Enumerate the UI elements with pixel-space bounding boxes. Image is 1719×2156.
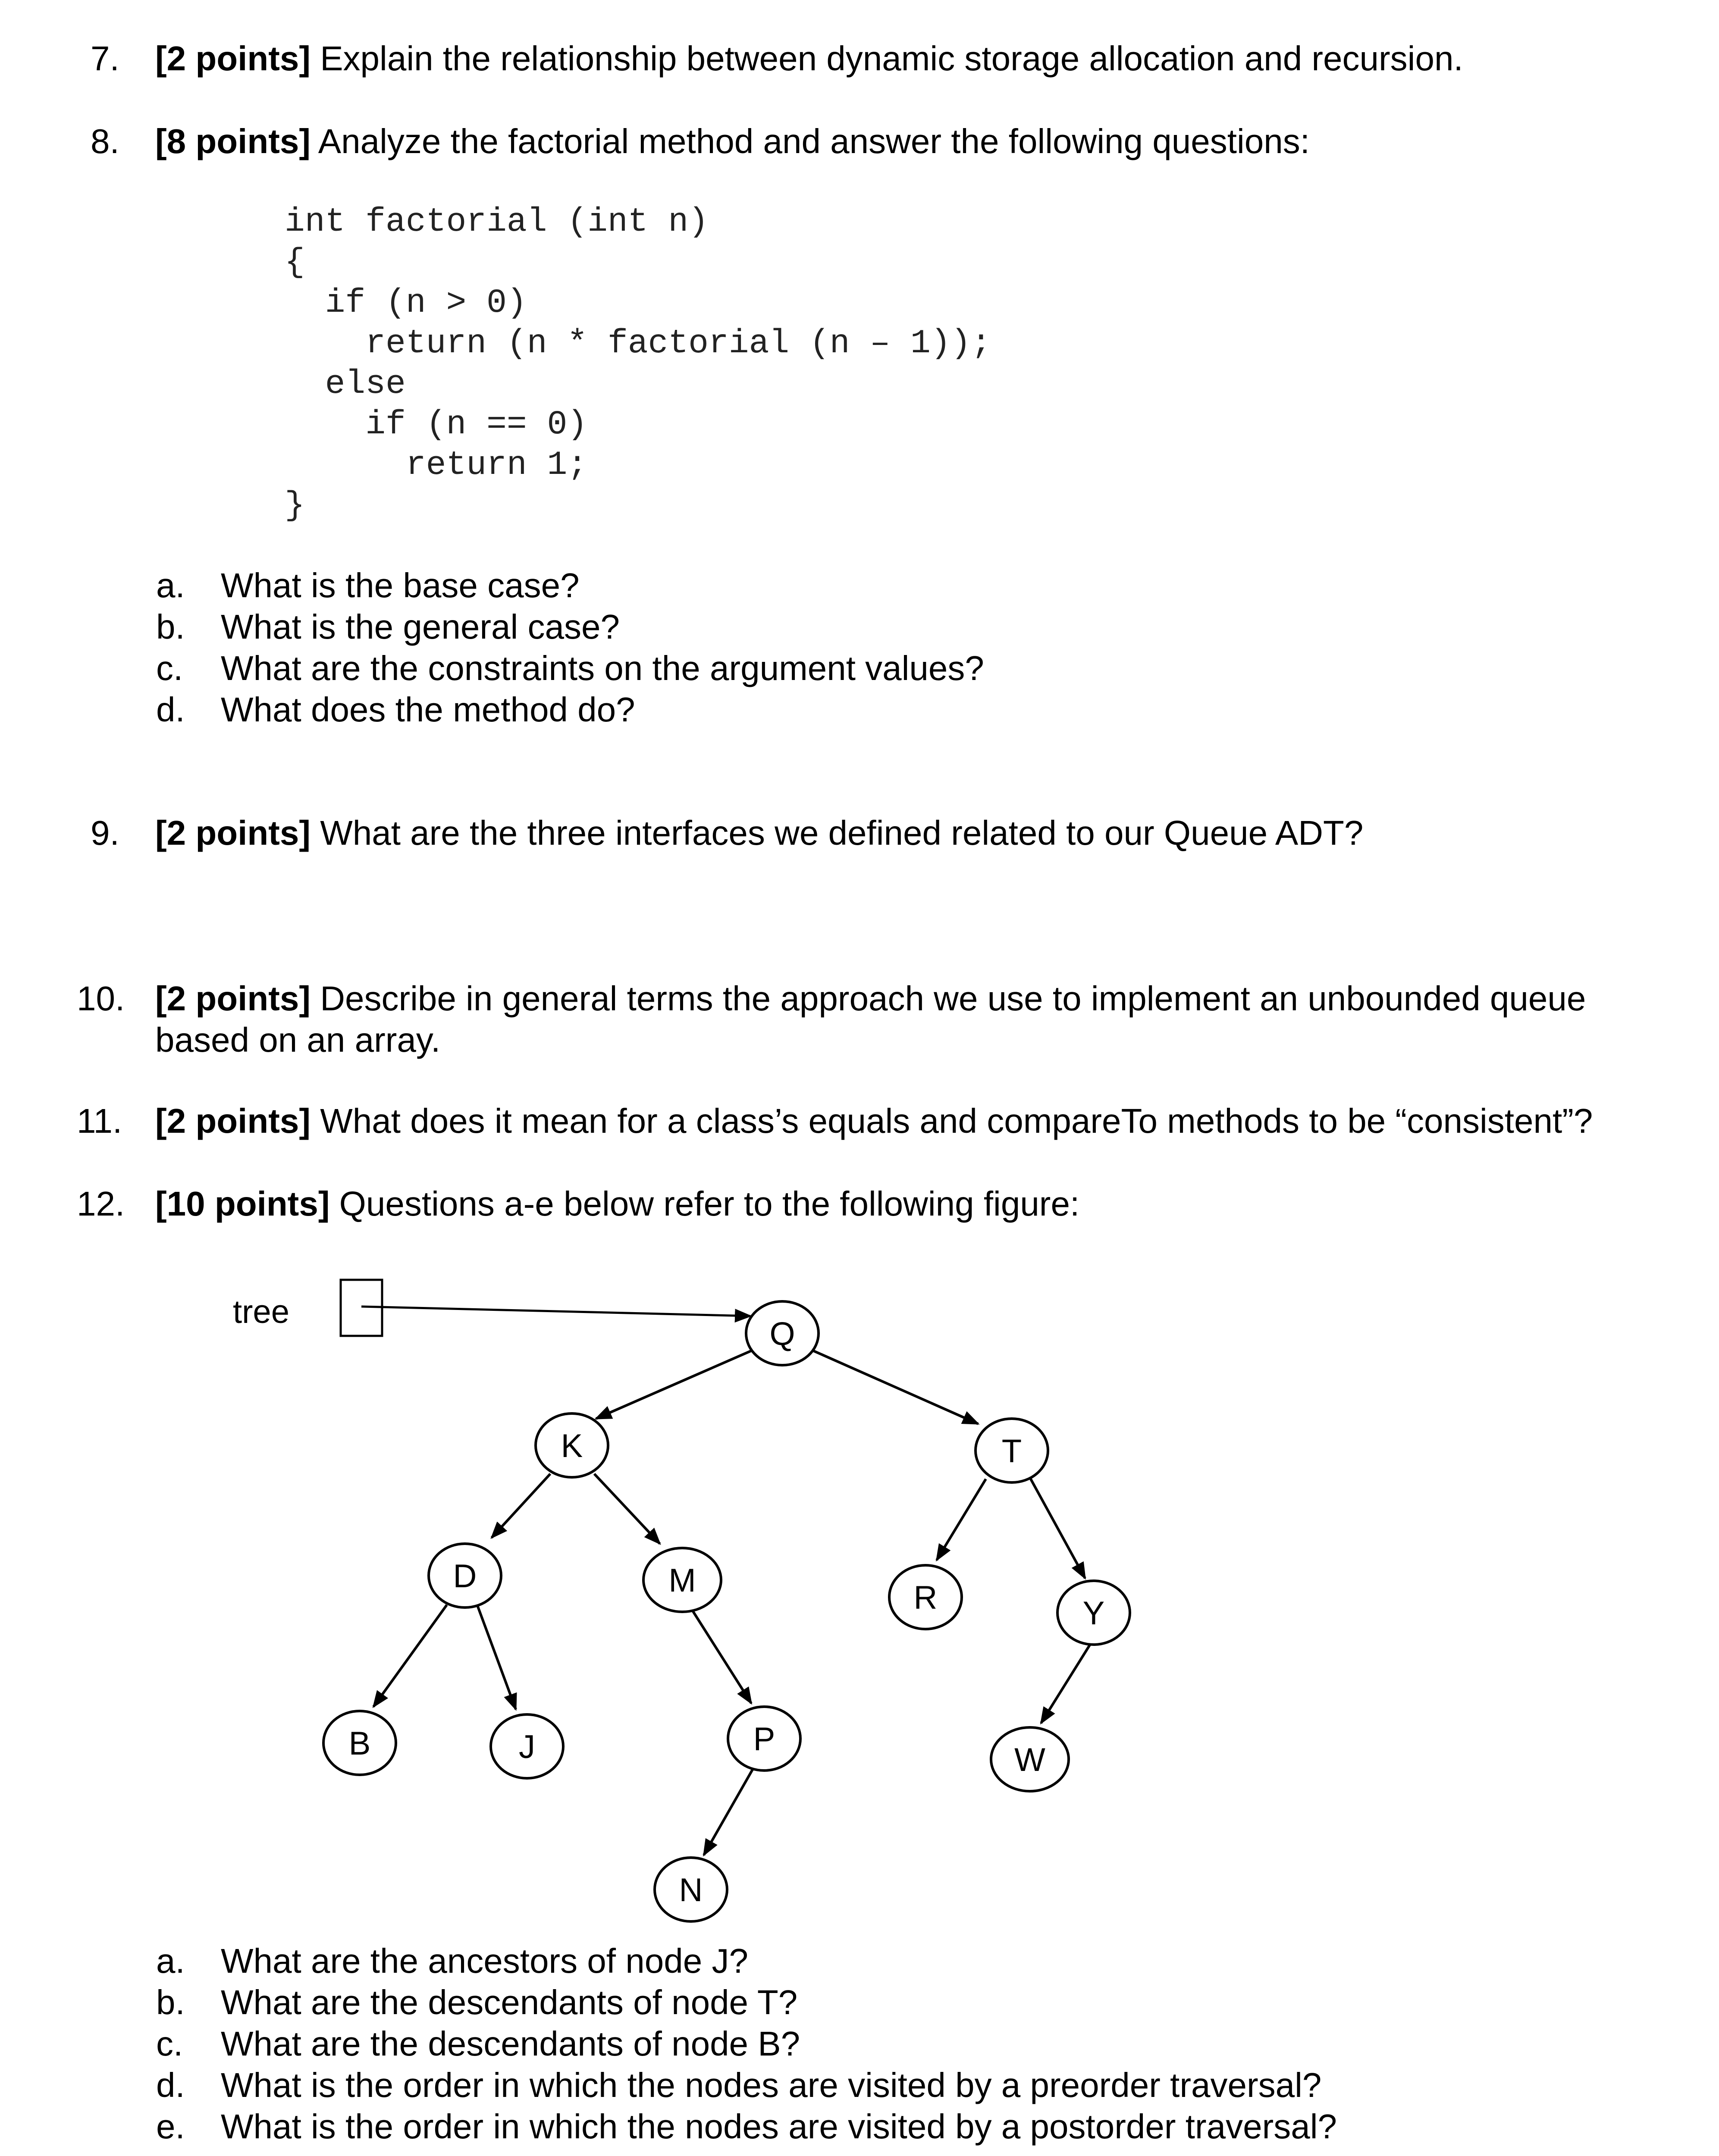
points-label: [8 points] xyxy=(155,122,311,160)
tree-node-w xyxy=(991,1727,1069,1791)
edge-q-t xyxy=(811,1350,978,1424)
points-label: [2 points] xyxy=(155,1102,311,1140)
node-label: P xyxy=(753,1721,775,1758)
points-label: [10 points] xyxy=(155,1185,330,1223)
tree-reference-label: tree xyxy=(233,1294,289,1330)
part-text: What are the descendants of node T? xyxy=(221,1983,798,2021)
question-number: 12. xyxy=(77,1185,125,1223)
code-line: int factorial (int n) xyxy=(285,203,709,241)
question-text: Describe in general terms the approach we use to implement an unbounded queue xyxy=(310,979,1586,1018)
question-text-continued: based on an array. xyxy=(155,1021,441,1059)
tree-node-q xyxy=(746,1301,819,1365)
tree-node-m xyxy=(643,1548,721,1612)
question-number: 9. xyxy=(91,814,119,852)
edge-k-m xyxy=(594,1474,660,1544)
tree-node-t xyxy=(976,1419,1048,1482)
question-number: 8. xyxy=(91,122,119,160)
question-text: What does it mean for a class’s equals and compareTo methods to be “consistent”? xyxy=(310,1102,1593,1140)
node-label: T xyxy=(1001,1433,1022,1470)
question-text: What are the three interfaces we defined related to our Queue ADT? xyxy=(310,814,1364,852)
edge-y-w xyxy=(1041,1643,1091,1723)
part-text: What are the constraints on the argument values? xyxy=(221,649,984,687)
tree-node-d xyxy=(429,1544,501,1608)
tree-node-p xyxy=(728,1707,800,1771)
question-number: 11. xyxy=(77,1102,122,1140)
tree-node-j xyxy=(491,1714,563,1778)
part-text: What is the general case? xyxy=(221,608,620,646)
question-text: Analyze the factorial method and answer the following questions: xyxy=(310,122,1310,160)
node-label: D xyxy=(453,1558,477,1595)
code-line: if (n > 0) xyxy=(285,284,527,322)
edge-m-p xyxy=(690,1607,751,1703)
edge-p-n xyxy=(704,1769,753,1855)
code-line: return (n * factorial (n – 1)); xyxy=(285,325,991,363)
points-label: [2 points] xyxy=(155,39,311,78)
points-label: [2 points] xyxy=(155,814,311,852)
edge-d-b xyxy=(373,1605,447,1707)
node-label: N xyxy=(679,1872,703,1908)
tree-reference-arrow xyxy=(361,1307,750,1316)
code-line: return 1; xyxy=(285,446,588,484)
tree-node-k xyxy=(536,1413,608,1477)
node-label: Q xyxy=(769,1316,795,1352)
part-text: What is the order in which the nodes are visited by a postorder traversal? xyxy=(221,2107,1337,2146)
node-label: Y xyxy=(1082,1595,1105,1632)
part-text: What are the descendants of node B? xyxy=(221,2024,800,2063)
code-line: { xyxy=(285,244,305,282)
edge-k-d xyxy=(492,1474,550,1538)
edge-t-r xyxy=(937,1479,986,1560)
tree-node-r xyxy=(889,1565,962,1629)
question-number: 10. xyxy=(77,979,125,1018)
part-text: What does the method do? xyxy=(221,690,635,729)
node-label: K xyxy=(561,1428,583,1464)
part-text: What is the base case? xyxy=(221,566,580,605)
code-line: else xyxy=(285,365,406,403)
node-label: W xyxy=(1014,1742,1045,1778)
part-letter: d. xyxy=(156,690,185,729)
part-letter: e. xyxy=(156,2107,185,2146)
edge-q-k xyxy=(596,1350,754,1419)
part-text: What is the order in which the nodes are visited by a preorder traversal? xyxy=(221,2066,1322,2104)
tree-node-y xyxy=(1057,1581,1130,1645)
question-text: Explain the relationship between dynamic storage allocation and recursion. xyxy=(310,39,1463,78)
code-line: } xyxy=(285,487,305,525)
tree-node-b xyxy=(323,1711,396,1775)
node-label: R xyxy=(913,1579,938,1616)
part-letter: a. xyxy=(156,566,185,605)
edge-d-j xyxy=(478,1607,516,1709)
part-letter: d. xyxy=(156,2066,185,2104)
question-text: Questions a-e below refer to the following figure: xyxy=(329,1185,1080,1223)
question-number: 7. xyxy=(91,39,119,78)
part-letter: c. xyxy=(156,649,183,687)
code-line: if (n == 0) xyxy=(285,406,588,444)
node-label: J xyxy=(519,1729,535,1765)
part-letter: b. xyxy=(156,608,185,646)
edge-t-y xyxy=(1031,1479,1085,1578)
tree-node-n xyxy=(655,1858,727,1921)
points-label: [2 points] xyxy=(155,979,311,1018)
part-text: What are the ancestors of node J? xyxy=(221,1942,748,1980)
node-label: B xyxy=(348,1725,371,1762)
part-letter: a. xyxy=(156,1942,185,1980)
node-label: M xyxy=(668,1562,696,1599)
part-letter: c. xyxy=(156,2024,183,2063)
part-letter: b. xyxy=(156,1983,185,2021)
